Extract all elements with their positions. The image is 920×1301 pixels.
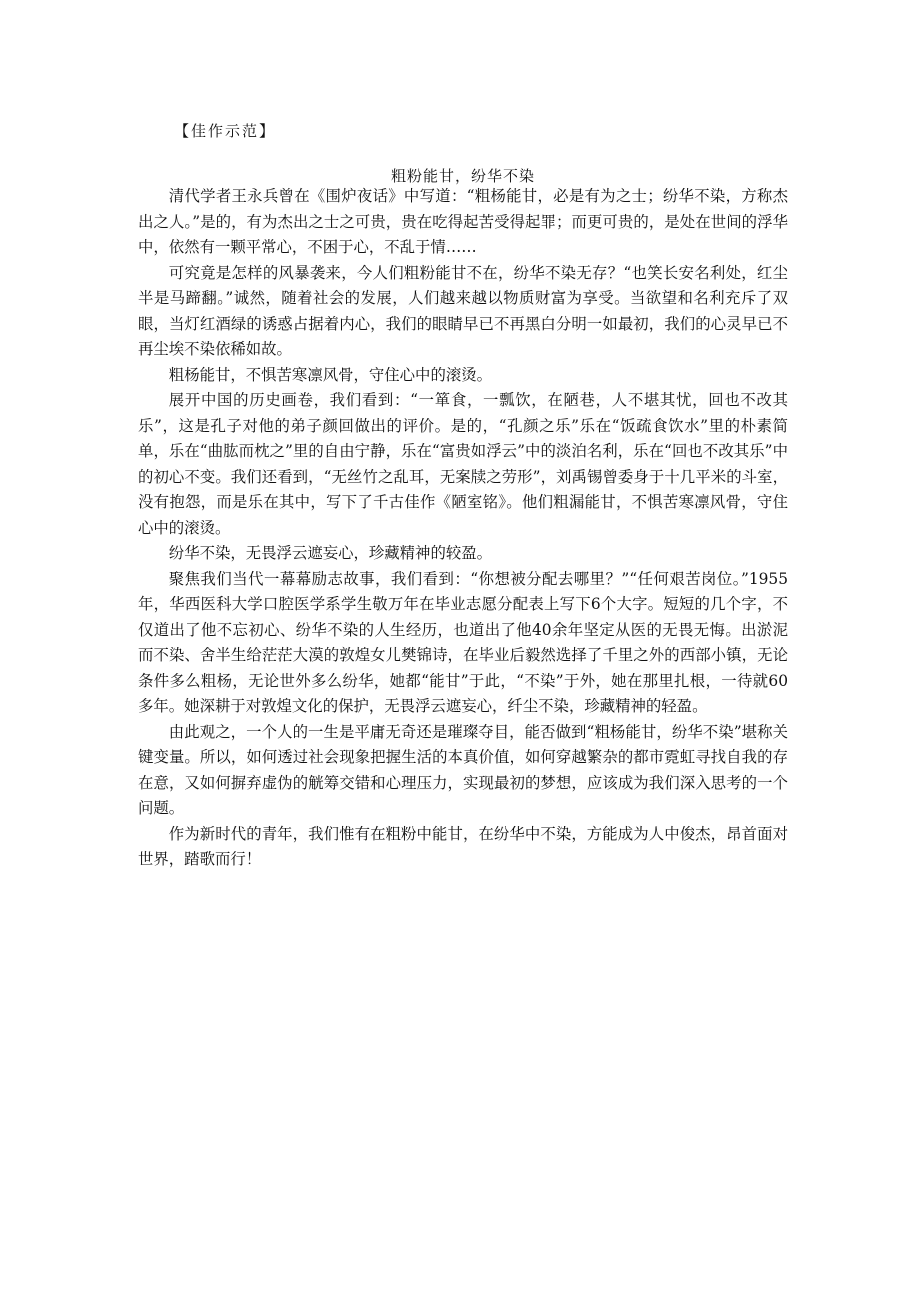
paragraph: 聚焦我们当代一幕幕励志故事，我们看到：“你想被分配去哪里？”“任何艰苦岗位。”1955年，华西医科大学口腔医学系学生敬万年在毕业志愿分配表上写下6个大字。短短的几个字，不仅道出了他不忘初心、纷华不染的人生经历，也道出了他40余年坚定从医的无畏无悔。出淤泥而不染、舍半生给茫茫大漠的敦煌女儿樊锦诗，在毕业后毅然选择了千里之外的西部小镇，无论条件多么粗杨，无论世外多么纷华，她都“能甘”于此，“不染”于外，她在那里扎根，一待就60多年。她深耕于对敦煌文化的保护，无畏浮云遮妄心，纤尘不染，珍藏精神的轻盈。 [138,569,788,715]
paragraph: 可究竟是怎样的风暴袭来，今人们粗粉能甘不在，纷华不染无存？“也笑长安名利处，红尘半是马蹄翻。”诚然，随着社会的发展，人们越来越以物质财富为享受。当欲望和名利充斥了双眼，当灯红酒绿的诱惑占据着内心，我们的眼睛早已不再黑白分明一如最初，我们的心灵早已不再尘埃不染依稀如故。 [138,263,788,358]
paragraph: 粗杨能甘，不惧苦寒凛风骨，守住心中的滚烫。 [168,365,493,384]
essay-body [138,184,788,873]
essay-title: 粗粉能甘，纷华不染 [390,167,535,185]
paragraph: 作为新时代的青年，我们惟有在粗粉中能甘，在纷华中不染，方能成为人中俊杰，昂首面对世界，踏歌而行！ [138,824,788,868]
paragraph: 纷华不染，无畏浮云遮妄心，珍藏精神的较盈。 [168,544,493,562]
paragraph: 展开中国的历史画卷，我们看到：“一箪食，一瓢饮，在陋巷，人不堪其忧，回也不改其乐”，这是孔子对他的弟子颜回做出的评价。是的，“孔颜之乐”乐在“饭疏食饮水”里的朴素简单，乐在“曲肱而枕之”里的自由宁静，乐在“富贵如浮云”中的淡泊名利，乐在“回也不改其乐”中的初心不变。我们还看到，“无丝竹之乱耳，无案牍之劳形”，刘禹锡曾委身于十几平米的斗室，没有抱怨，而是乐在其中，写下了千古佳作《陋室铭》。他们粗漏能甘，不惧苦寒凛风骨，守住心中的滚烫。 [138,391,788,537]
paragraph: 清代学者王永兵曾在《围炉夜话》中写道：“粗杨能甘，必是有为之士；纷华不染，方称杰出之人。”是的，有为杰出之士之可贵，贵在吃得起苦受得起罪；而更可贵的，是处在世间的浮华中，依然有一颗平常心，不困于心，不乱于情…… [138,187,788,256]
section-label: 【佳作示范】 [174,122,277,140]
paragraph: 由此观之，一个人的一生是平庸无奇还是璀璨夺目，能否做到“粗杨能甘，纷华不染”堪称关键变量。所以，如何透过社会现象把握生活的本真价值，如何穿越繁杂的都市霓虹寻找自我的存在意，又如何摒弃虚伪的觥筹交错和心理压力，实现最初的梦想，应该成为我们深入思考的一个问题。 [138,722,788,817]
